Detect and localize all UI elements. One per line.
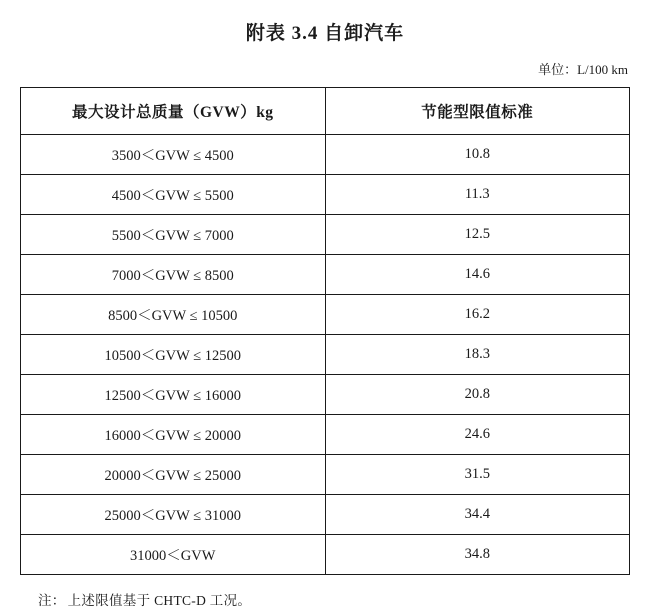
- cell-limit-value: 31.5: [325, 455, 630, 495]
- cell-limit-value: 10.8: [325, 135, 630, 175]
- cell-gvw-range: 25000＜GVW ≤ 31000: [21, 495, 326, 535]
- footnote-text: 上述限值基于 CHTC-D 工况。: [67, 593, 252, 608]
- column-header-limit: 节能型限值标准: [325, 88, 630, 135]
- footnote: [38, 589, 650, 609]
- cell-limit-value: 18.3: [325, 335, 630, 375]
- cell-limit-value: 20.8: [325, 375, 630, 415]
- table-row: [21, 335, 630, 375]
- table-row: [21, 215, 630, 255]
- table-row: [21, 135, 630, 175]
- cell-gvw-range: 7000＜GVW ≤ 8500: [21, 255, 326, 295]
- table-row: [21, 455, 630, 495]
- table-body: [21, 135, 630, 575]
- table-row: [21, 415, 630, 455]
- cell-gvw-range: 16000＜GVW ≤ 20000: [21, 415, 326, 455]
- cell-gvw-range: 3500＜GVW ≤ 4500: [21, 135, 326, 175]
- fuel-limit-table: [20, 87, 630, 575]
- cell-gvw-range: 8500＜GVW ≤ 10500: [21, 295, 326, 335]
- cell-gvw-range: 12500＜GVW ≤ 16000: [21, 375, 326, 415]
- table-row: [21, 535, 630, 575]
- cell-limit-value: 34.8: [325, 535, 630, 575]
- cell-limit-value: 12.5: [325, 215, 630, 255]
- table-row: [21, 255, 630, 295]
- column-header-gvw: 最大设计总质量（GVW）kg: [21, 88, 326, 135]
- page-title: 附表 3.4 自卸汽车: [245, 23, 405, 44]
- cell-gvw-range: 31000＜GVW: [21, 535, 326, 575]
- cell-limit-value: 16.2: [325, 295, 630, 335]
- table-row: [21, 375, 630, 415]
- cell-gvw-range: 20000＜GVW ≤ 25000: [21, 455, 326, 495]
- cell-limit-value: 14.6: [325, 255, 630, 295]
- table-row: [21, 495, 630, 535]
- cell-gvw-range: 5500＜GVW ≤ 7000: [21, 215, 326, 255]
- document-page: [0, 18, 650, 608]
- cell-limit-value: 11.3: [325, 175, 630, 215]
- footnote-label: 注：: [38, 593, 66, 608]
- table-row: [21, 175, 630, 215]
- table-header-row: [21, 88, 630, 135]
- cell-gvw-range: 10500＜GVW ≤ 12500: [21, 335, 326, 375]
- unit-note: 单位：L/100 km: [538, 62, 628, 77]
- cell-gvw-range: 4500＜GVW ≤ 5500: [21, 175, 326, 215]
- table-container: [20, 87, 630, 575]
- cell-limit-value: 34.4: [325, 495, 630, 535]
- cell-limit-value: 24.6: [325, 415, 630, 455]
- table-row: [21, 295, 630, 335]
